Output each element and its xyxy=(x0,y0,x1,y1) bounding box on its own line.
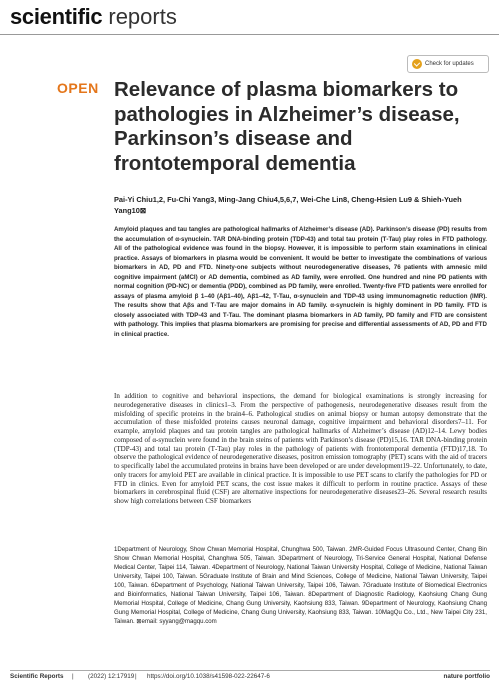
journal-masthead xyxy=(10,4,177,30)
journal-brand-light: reports xyxy=(108,4,177,29)
check-updates-icon xyxy=(412,59,422,69)
footer-year-volume: (2022) 12:17919 xyxy=(88,673,135,680)
abstract: Amyloid plaques and tau tangles are pathological hallmarks of Alzheimer’s disease (AD). Parkinson’s disease (PD) results from the accumulation of α‑synuclein. TAR DNA‑binding protein (TDP‑43) and total tau protein (T‑Tau) play roles in FTD pathology. All of the pathological evidence was found in the biopsy. However, it is impossible to perform stain examinations in clinical practice. Assays of biomarkers in plasma would be convenient. It would be better to investigate the combinations of various biomarkers in AD, PD and FTD. Ninety‑one subjects without neurodegenerative diseases, 76 patients with amnesic mild cognitive impairment (aMCI) or AD dementia, combined as AD family, were enrolled. One hundred and nine PD patients with normal cognition (PD‑NC) or dementia (PDD), combined as PD family, were enrolled. Twenty‑five FTD patients were enrolled for assays of plasma amyloid β 1–40 (Aβ1–40), Aβ1–42, T‑Tau, α‑synuclein and TDP‑43 using immunomagnetic reduction (IMR). The results show that Aβs and T‑Tau are major domains in AD family. α‑synuclein is highly dominent in PD family. FTD is closely associated with TDP‑43 and T‑Tau. The dominant plasma biomarkers in AD family, PD family and FTD are consistent with pathology. This implies that plasma biomarkers are promising for precise and differential assessments of AD, PD and FTD in clinical practice. xyxy=(114,226,487,339)
footer-separator: | xyxy=(72,673,74,680)
footer-divider xyxy=(10,670,490,671)
affiliations: 1Department of Neurology, Show Chwan Memorial Hospital, Chunghwa 500, Taiwan. 2MR-Guided Focus Ultrasound Center, Chang Bin Show Chwan Memorial Hospital, Changhwa 505, Taiwan. 3Department of Neurology, Tri-Service General Hospital, National Defense Medical Center, Taipei 114, Taiwan. 4Department of Neurology, National Taiwan University Hospital, College of Medicine, National Taiwan University, Taipei 100, Taiwan. 5Graduate Institute of Brain and Mind Sciences, College of Medicine, National Taiwan University, Taipei 100, Taiwan. 6Department of Psychology, National Taiwan University, Taipei 106, Taiwan. 7Graduate Institute of Biomedical Electronics and Bioinformatics, National Taiwan University, Taipei 106, Taiwan. 8Department of Diagnostic Radiology, Kaohsiung Chang Gung Memorial Hospital, College of Medicine, Chang Gung University, Kaohsiung 833, Taiwan. 9Department of Neurology, Kaohsiung Chang Gung Memorial Hospital, College of Medicine, Chang Gung University, Kaohsiung 833, Taiwan. 10MagQu Co., Ltd., New Taipei City 231, Taiwan. ⊠email: syyang@magqu.com xyxy=(114,546,487,626)
article-title: Relevance of plasma biomarkers to pathologies in Alzheimer’s disease, Parkinson’s disease and frontotemporal dementia xyxy=(114,78,460,175)
footer-doi-link[interactable]: https://doi.org/10.1038/s41598-022-22647-6 xyxy=(147,673,270,680)
open-access-label: OPEN xyxy=(57,80,99,96)
footer-publisher: nature portfolio xyxy=(443,673,490,680)
page-footer xyxy=(10,673,490,683)
masthead-divider xyxy=(0,34,499,35)
footer-journal: Scientific Reports xyxy=(10,673,64,680)
author-list: Pai‑Yi Chiu1,2, Fu‑Chi Yang3, Ming‑Jang Chiu4,5,6,7, Wei‑Che Lin8, Cheng‑Hsien Lu9 & Shieh‑Yueh Yang10⊠ xyxy=(114,195,462,215)
introduction-text: In addition to cognitive and behavioral inspections, the demand for biological examinations is strongly increasing for neurodegenerative diseases in clinics1–3. From the perspective of pathogenesis, neurodegenerative diseases result from the misfolding of specific proteins in the brain4–6. Pathological studies on animal biopsy or human autopsy demonstrate that the accumulation of these misfolded proteins causes neuronal damage, cognitive impairment and behavioral disorders7–11. For example, amyloid plaques and tau protein tangles are pathological hallmarks of Alzheimer’s disease (AD)12–14. Lewy bodies composed of α‑synuclein were found in the brain steins of patients with Parkinson’s disease (PD)15,16. TAR DNA‑binding protein (TDP‑43) and total tau protein (T‑Tau) play roles in the pathology of patients with frontotemporal dementia (FTD)17,18. To observe the pathological evidence of neurodegenerative diseases, positron emission tomography (PET) scans with the aid of tracers to specifically label the accumulated proteins in brains have been developed or are under development19–22. Unfortunately, to date, only tracers for amyloid PET are available in clinical practice. It is impossible to use PET scans to clarify the pathologies for PD or FTD in clinics. Even for amyloid PET scans, the cost issue makes it difficult to perform in routine practice. Assays of these biomarkers in cerebrospinal fluid (CSF) are alternative inspections for neurodegenerative diseases23–26. Several research results show high correlations between CSF biomarkers xyxy=(114,392,487,505)
journal-brand-bold: scientific xyxy=(10,4,103,29)
check-for-updates-badge[interactable] xyxy=(407,55,489,73)
check-updates-label: Check for updates xyxy=(425,61,474,67)
footer-separator: | xyxy=(135,673,137,680)
